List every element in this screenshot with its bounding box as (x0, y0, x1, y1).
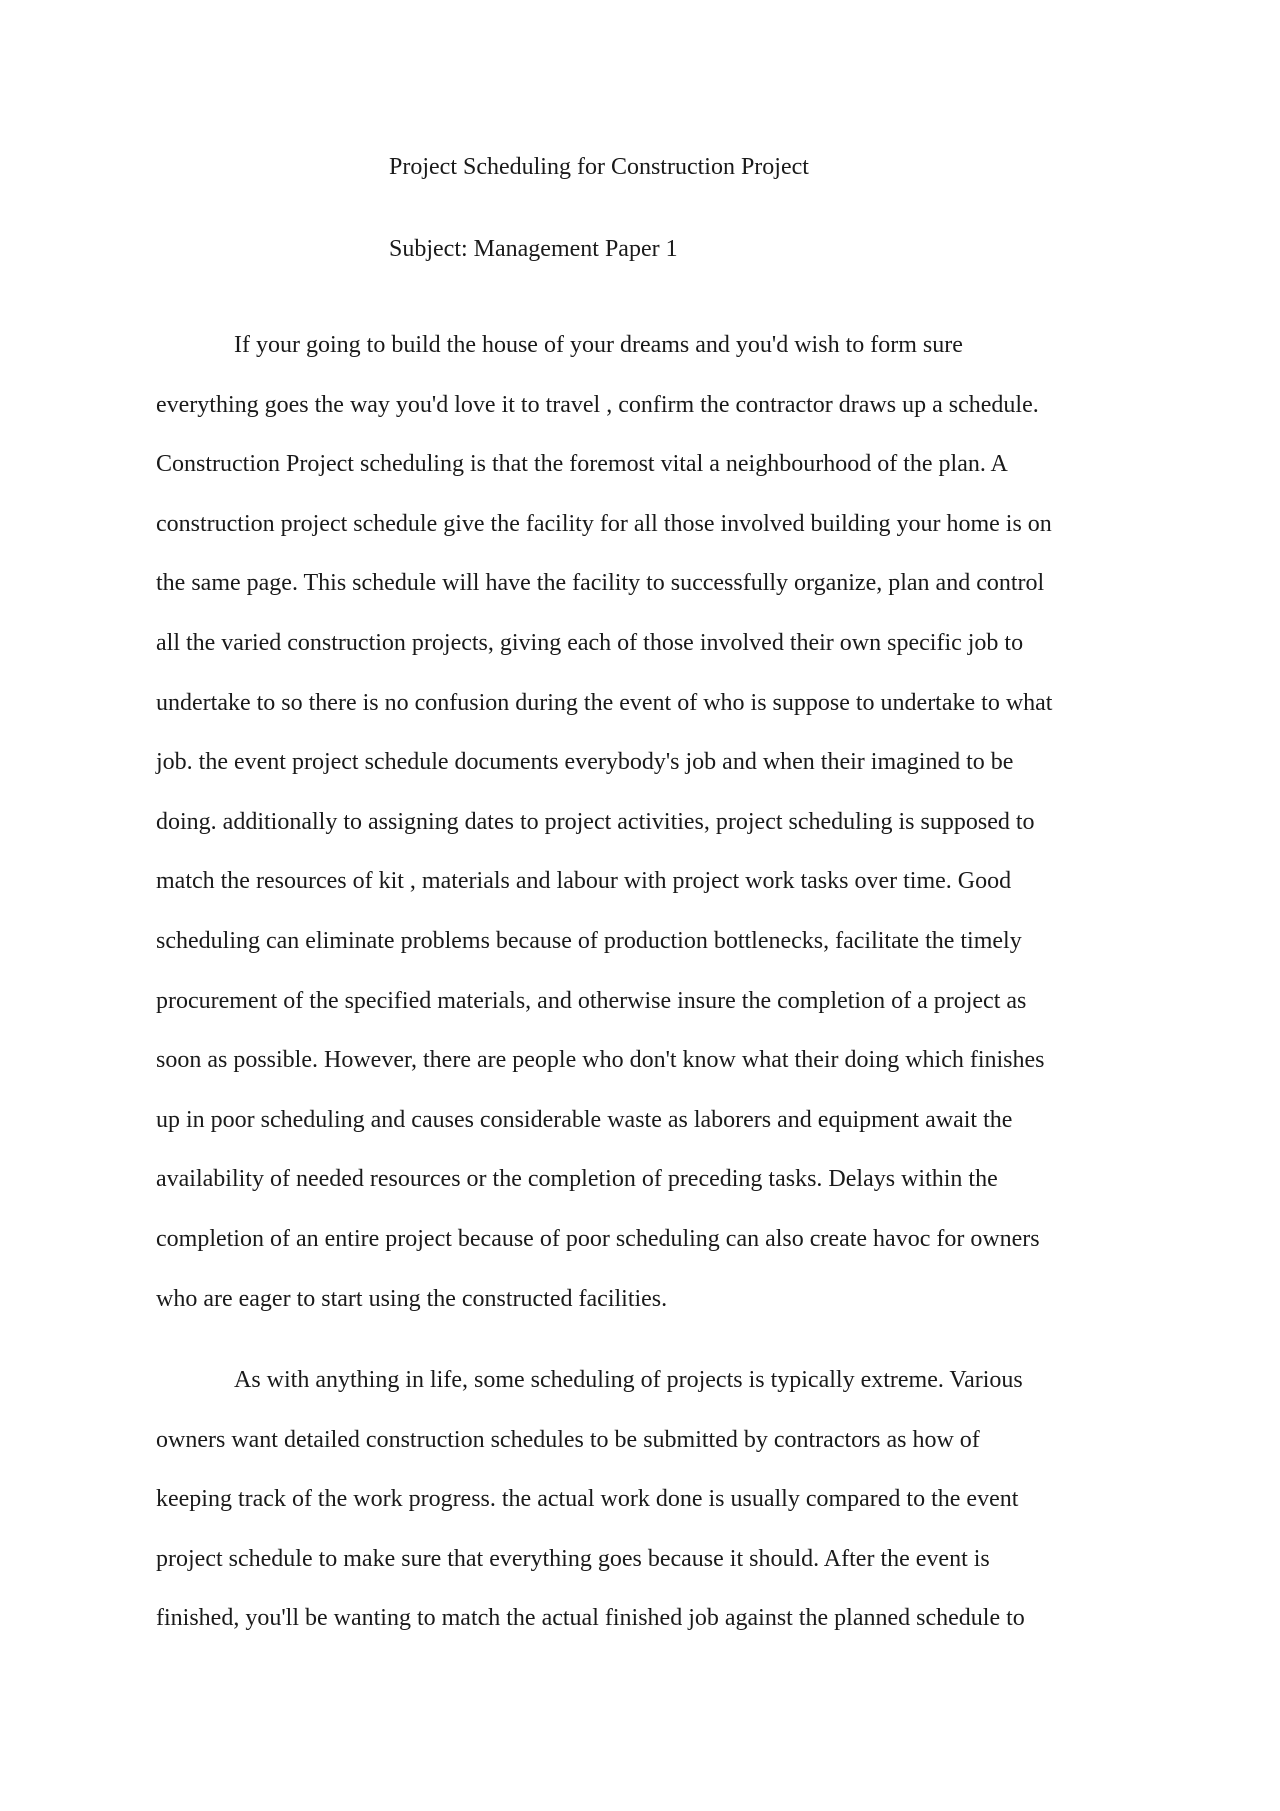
paragraph-spacer (156, 1329, 1156, 1351)
text-line: all the varied construction projects, giving each of those involved their own specific job to (156, 629, 1024, 656)
text-line: everything goes the way you'd love it to travel , confirm the contractor draws up a schedule. (156, 391, 1039, 418)
text-line: finished, you'll be wanting to match the actual finished job against the planned schedule to (156, 1605, 1025, 1632)
document-subject: Subject: Management Paper 1 (389, 236, 678, 262)
text-line: availability of needed resources or the completion of preceding tasks. Delays within the (156, 1166, 998, 1193)
text-line: soon as possible. However, there are people who don't know what their doing which finishes (156, 1047, 1045, 1074)
text-line: who are eager to start using the constructed facilities. (156, 1285, 668, 1312)
text-line: Construction Project scheduling is that the foremost vital a neighbourhood of the plan. A (156, 451, 1008, 478)
title-block (389, 152, 1089, 264)
text-line: scheduling can eliminate problems because of production bottlenecks, facilitate the timely (156, 927, 1022, 954)
text-line: completion of an entire project because of poor scheduling can also create havoc for owners (156, 1225, 1040, 1252)
text-line: undertake to so there is no confusion during the event of who is suppose to undertake to what (156, 689, 1053, 716)
text-line: procurement of the specified materials, and otherwise insure the completion of a project as (156, 987, 1027, 1014)
paragraph-2 (156, 1351, 1156, 1649)
document-body (156, 316, 1156, 1649)
text-line: match the resources of kit , materials and labour with project work tasks over time. Good (156, 868, 1012, 895)
document-title: Project Scheduling for Construction Project (389, 154, 809, 180)
text-line: keeping track of the work progress. the actual work done is usually compared to the event (156, 1486, 1019, 1513)
paragraph-1 (156, 316, 1156, 1329)
text-line: the same page. This schedule will have the facility to successfully organize, plan and control (156, 570, 1045, 597)
text-line: owners want detailed construction schedules to be submitted by contractors as how of (156, 1426, 980, 1453)
text-line: If your going to build the house of your dreams and you'd wish to form sure (234, 332, 963, 358)
text-line: doing. additionally to assigning dates to project activities, project scheduling is supposed to (156, 808, 1035, 835)
text-line: project schedule to make sure that everything goes because it should. After the event is (156, 1545, 990, 1572)
text-line: As with anything in life, some scheduling of projects is typically extreme. Various (234, 1367, 1023, 1394)
text-line: construction project schedule give the facility for all those involved building your home is on (156, 510, 1052, 537)
text-line: up in poor scheduling and causes considerable waste as laborers and equipment await the (156, 1106, 1013, 1133)
text-line: job. the event project schedule documents everybody's job and when their imagined to be (156, 749, 1014, 776)
